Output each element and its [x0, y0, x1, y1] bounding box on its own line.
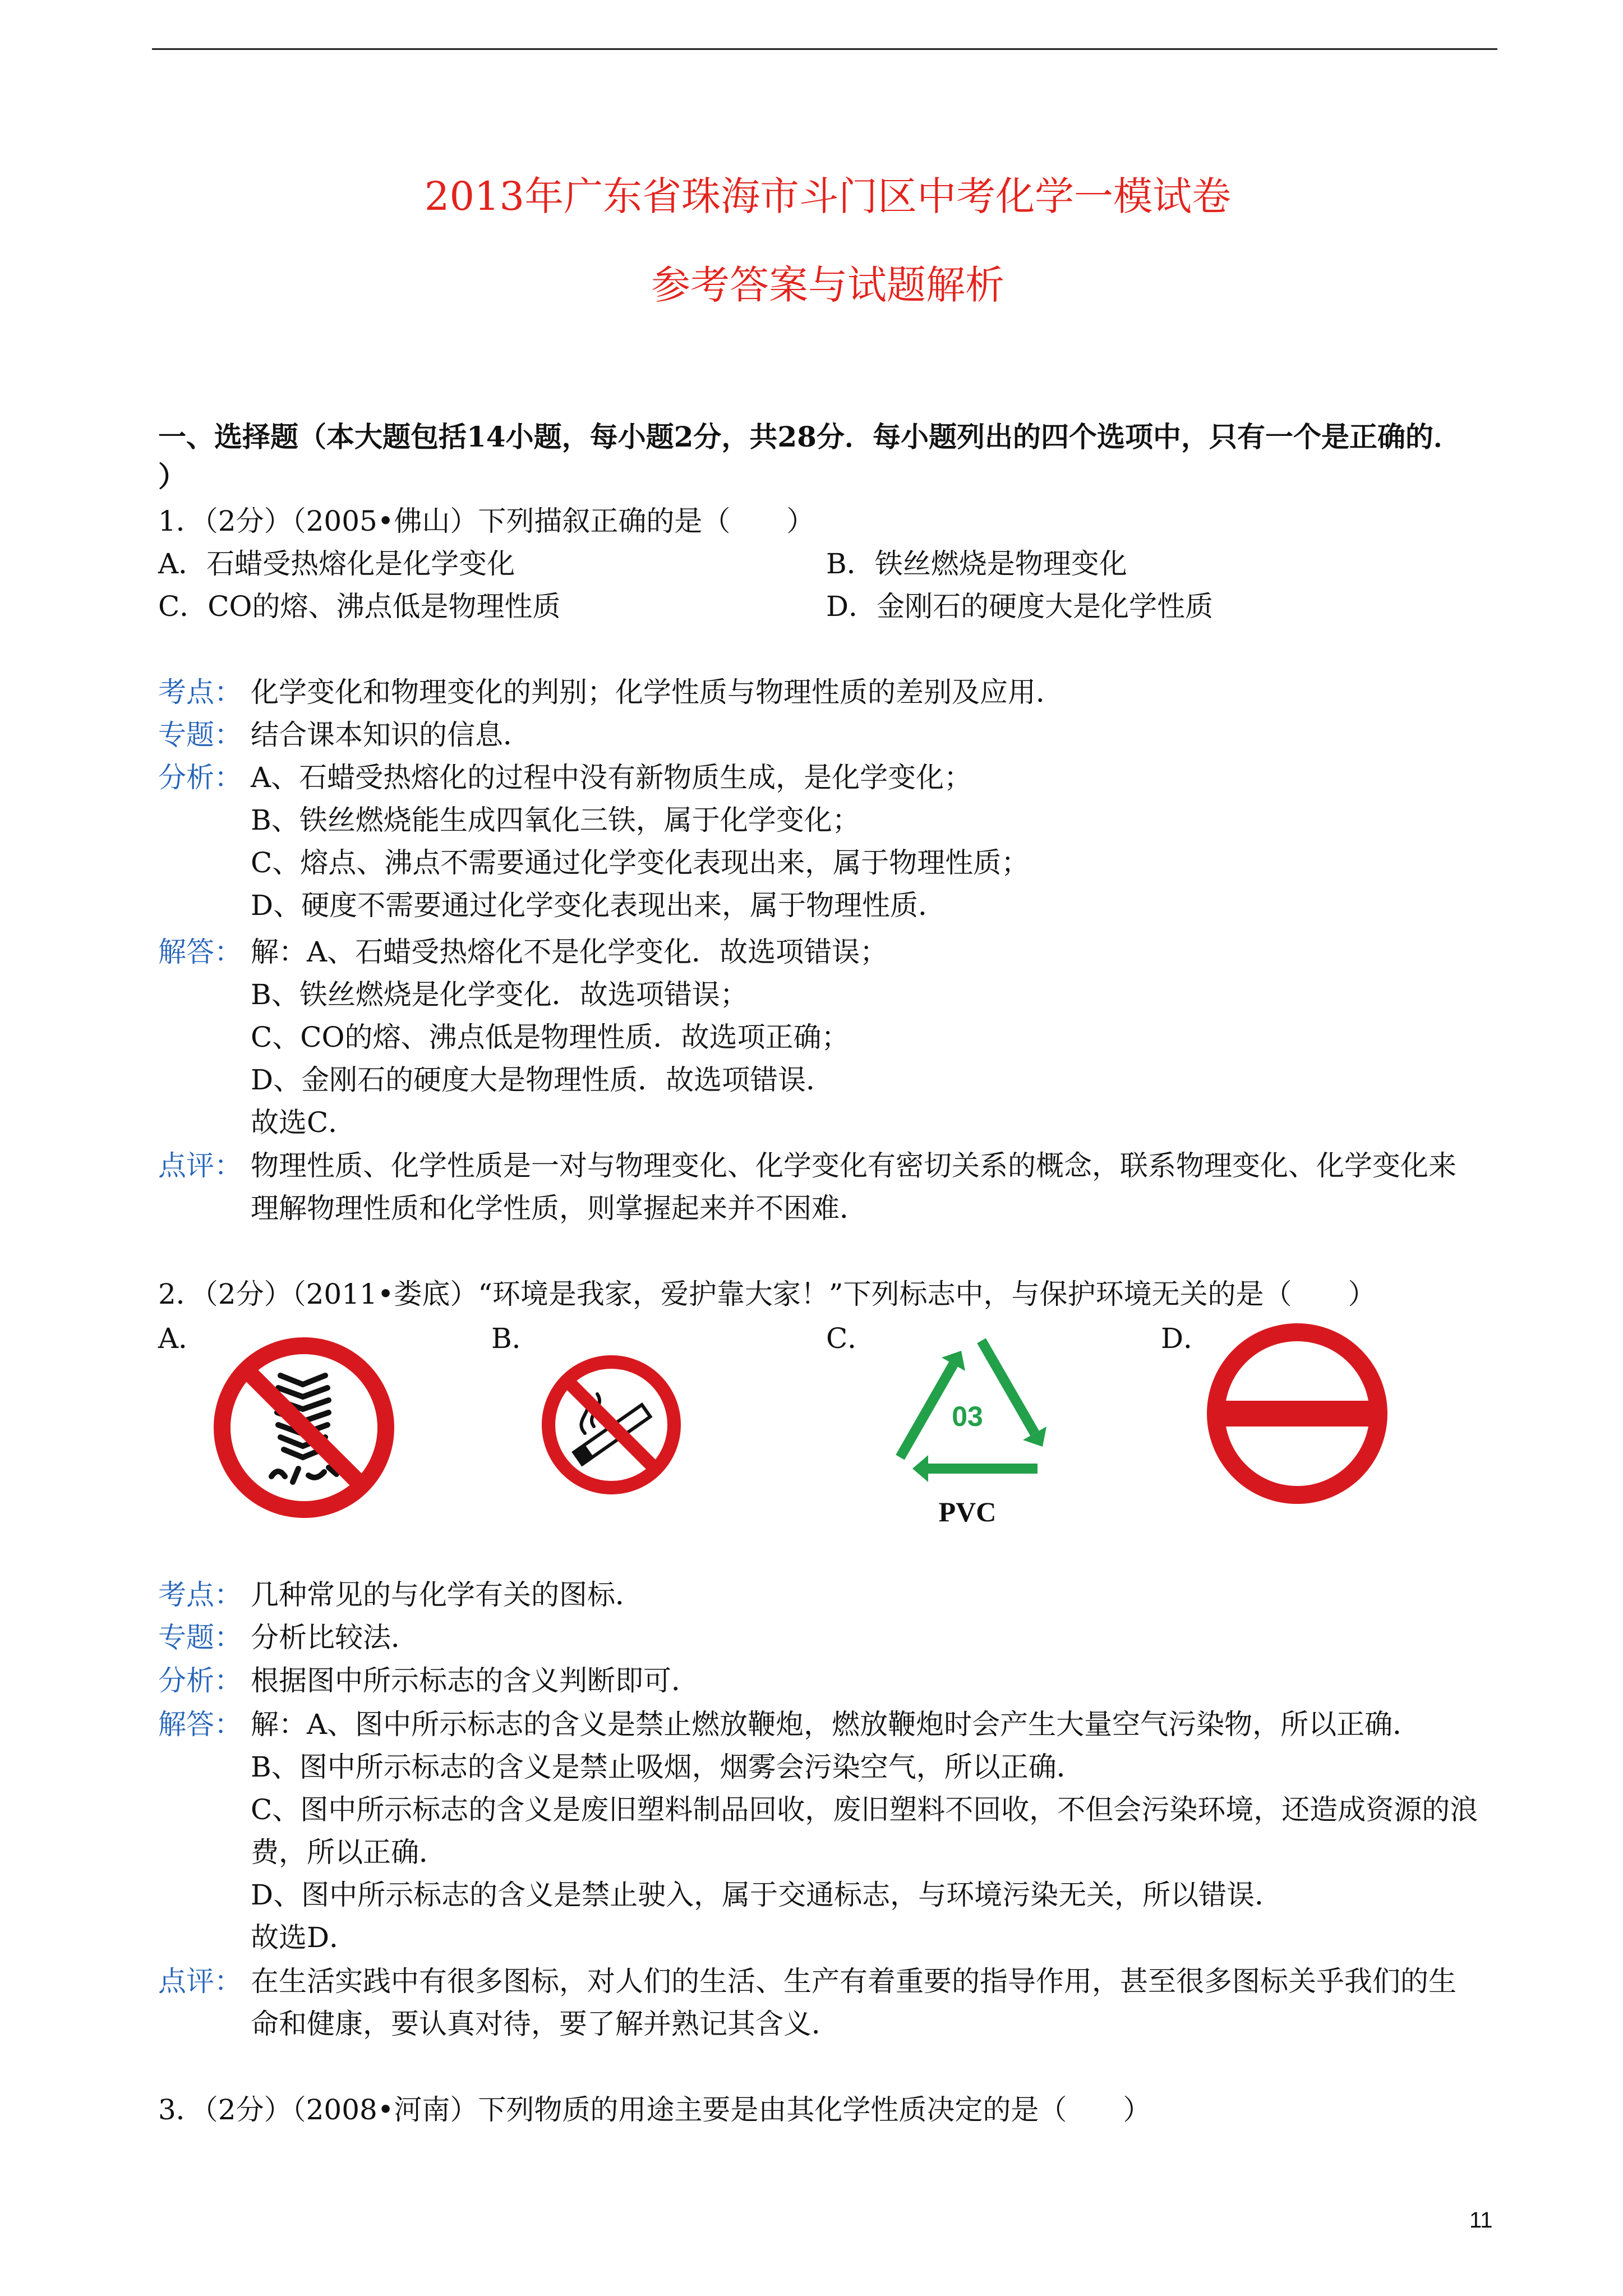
- no-entry-icon: [1205, 1321, 1390, 1506]
- kaodian-label: 考点：: [158, 1579, 242, 1611]
- dianping-label: 点评：: [158, 1149, 242, 1182]
- jieda-line: D、图中所示标志的含义是禁止驶入，属于交通标志，与环境污染无关，所以错误．: [251, 1879, 1283, 1911]
- page-subtitle: 参考答案与试题解析: [651, 262, 1004, 308]
- question-1-option-d: D．金刚石的硬度大是化学性质: [826, 590, 1214, 623]
- fenxi-line: B、铁丝燃烧能生成四氧化三铁，属于化学变化；: [251, 804, 860, 836]
- q2-zhuanti-block: [158, 1616, 1497, 1659]
- kaodian-text: 化学变化和物理变化的判别；化学性质与物理性质的差别及应用．: [251, 676, 1064, 708]
- resin-code: 03: [952, 1401, 983, 1432]
- question-2-option-d-label: D．: [1161, 1322, 1212, 1355]
- jieda-line: 费，所以正确．: [251, 1836, 447, 1869]
- dianping-label: 点评：: [158, 1965, 242, 1998]
- jieda-line: 解：A、石蜡受热熔化不是化学变化．故选项错误；: [251, 936, 888, 968]
- dianping-line: 在生活实践中有很多图标，对人们的生活、生产有着重要的指导作用，甚至很多图标关乎我们的生: [251, 1965, 1456, 1998]
- q2-dianping-block: [158, 1960, 1497, 2045]
- jieda-line: B、图中所示标志的含义是禁止吸烟，烟雾会污染空气，所以正确．: [251, 1751, 1085, 1783]
- jieda-line: 故选D．: [251, 1921, 358, 1954]
- jieda-line: C、CO的熔、沸点低是物理性质．故选项正确；: [251, 1021, 850, 1053]
- zhuanti-text: 结合课本知识的信息．: [251, 719, 531, 751]
- no-firecrackers-icon: [209, 1335, 399, 1520]
- q2-jieda-block: [158, 1703, 1497, 1959]
- fenxi-line: D、硬度不需要通过化学变化表现出来，属于物理性质．: [251, 889, 947, 922]
- jieda-line: 解：A、图中所示标志的含义是禁止燃放鞭炮，燃放鞭炮时会产生大量空气污染物，所以正确．: [251, 1708, 1421, 1741]
- jieda-label: 解答：: [158, 1708, 242, 1741]
- q1-zhuanti-block: [158, 714, 1497, 756]
- q1-kaodian-block: [158, 671, 1497, 714]
- header-rule: [152, 48, 1497, 50]
- recycling-pvc-icon: [875, 1318, 1060, 1531]
- no-smoking-icon: [536, 1349, 687, 1501]
- page-title: 2013年广东省珠海市斗门区中考化学一模试卷: [424, 173, 1232, 219]
- no-entry-bar: [1219, 1401, 1375, 1427]
- zhuanti-text: 分析比较法．: [251, 1621, 419, 1654]
- section-heading-continued: ）: [158, 460, 186, 493]
- jieda-label: 解答：: [158, 936, 242, 968]
- kaodian-label: 考点：: [158, 676, 242, 708]
- question-1-option-c: C．CO的熔、沸点低是物理性质: [158, 590, 561, 623]
- fenxi-label: 分析：: [158, 1664, 242, 1697]
- fenxi-line: 根据图中所示标志的含义判断即可．: [251, 1664, 699, 1697]
- question-2-option-c-label: C．: [826, 1322, 876, 1355]
- jieda-line: 故选C．: [251, 1106, 357, 1139]
- kaodian-text: 几种常见的与化学有关的图标．: [251, 1579, 643, 1611]
- q1-fenxi-block: [158, 756, 1497, 927]
- q1-dianping-block: [158, 1144, 1497, 1230]
- question-1-option-b: B．铁丝燃烧是物理变化: [826, 547, 1127, 580]
- question-3-stem: 3．（2分）（2008•河南）下列物质的用途主要是由其化学性质决定的是（ ）: [158, 2093, 1151, 2126]
- q1-jieda-block: [158, 931, 1497, 1144]
- question-2-stem: 2．（2分）（2011•娄底）“环境是我家，爱护靠大家！”下列标志中，与保护环境无关的是（ ）: [158, 1278, 1376, 1310]
- dianping-line: 理解物理性质和化学性质，则掌握起来并不困难．: [251, 1192, 868, 1225]
- material-label: PVC: [938, 1496, 997, 1527]
- jieda-line: D、金刚石的硬度大是物理性质．故选项错误．: [251, 1064, 834, 1096]
- question-2-option-a-label: A．: [158, 1322, 207, 1355]
- jieda-line: B、铁丝燃烧是化学变化．故选项错误；: [251, 978, 748, 1011]
- dianping-line: 命和健康，要认真对待，要了解并熟记其含义．: [251, 2008, 840, 2040]
- q2-kaodian-block: [158, 1573, 1497, 1616]
- q2-fenxi-block: [158, 1659, 1497, 1702]
- question-1-stem: 1．（2分）（2005•佛山）下列描叙正确的是（ ）: [158, 505, 815, 537]
- fenxi-line: C、熔点、沸点不需要通过化学变化表现出来，属于物理性质；: [251, 846, 1030, 879]
- question-1-option-a: A．石蜡受热熔化是化学变化: [158, 547, 515, 580]
- question-2-option-b-label: B．: [491, 1322, 540, 1355]
- fenxi-line: A、石蜡受热熔化的过程中没有新物质生成，是化学变化；: [251, 761, 972, 794]
- dianping-line: 物理性质、化学性质是一对与物理变化、化学变化有密切关系的概念，联系物理变化、化学变化来: [251, 1149, 1456, 1182]
- section-heading: 一、选择题（本大题包括14小题，每小题2分，共28分．每小题列出的四个选项中，只有一个是正确的．: [158, 420, 1461, 453]
- jieda-line: C、图中所示标志的含义是废旧塑料制品回收，废旧塑料不回收，不但会污染环境，还造成资源的浪: [251, 1793, 1478, 1826]
- fenxi-label: 分析：: [158, 761, 242, 794]
- page-number: 11: [1469, 2208, 1493, 2233]
- zhuanti-label: 专题：: [158, 1621, 242, 1654]
- zhuanti-label: 专题：: [158, 719, 242, 751]
